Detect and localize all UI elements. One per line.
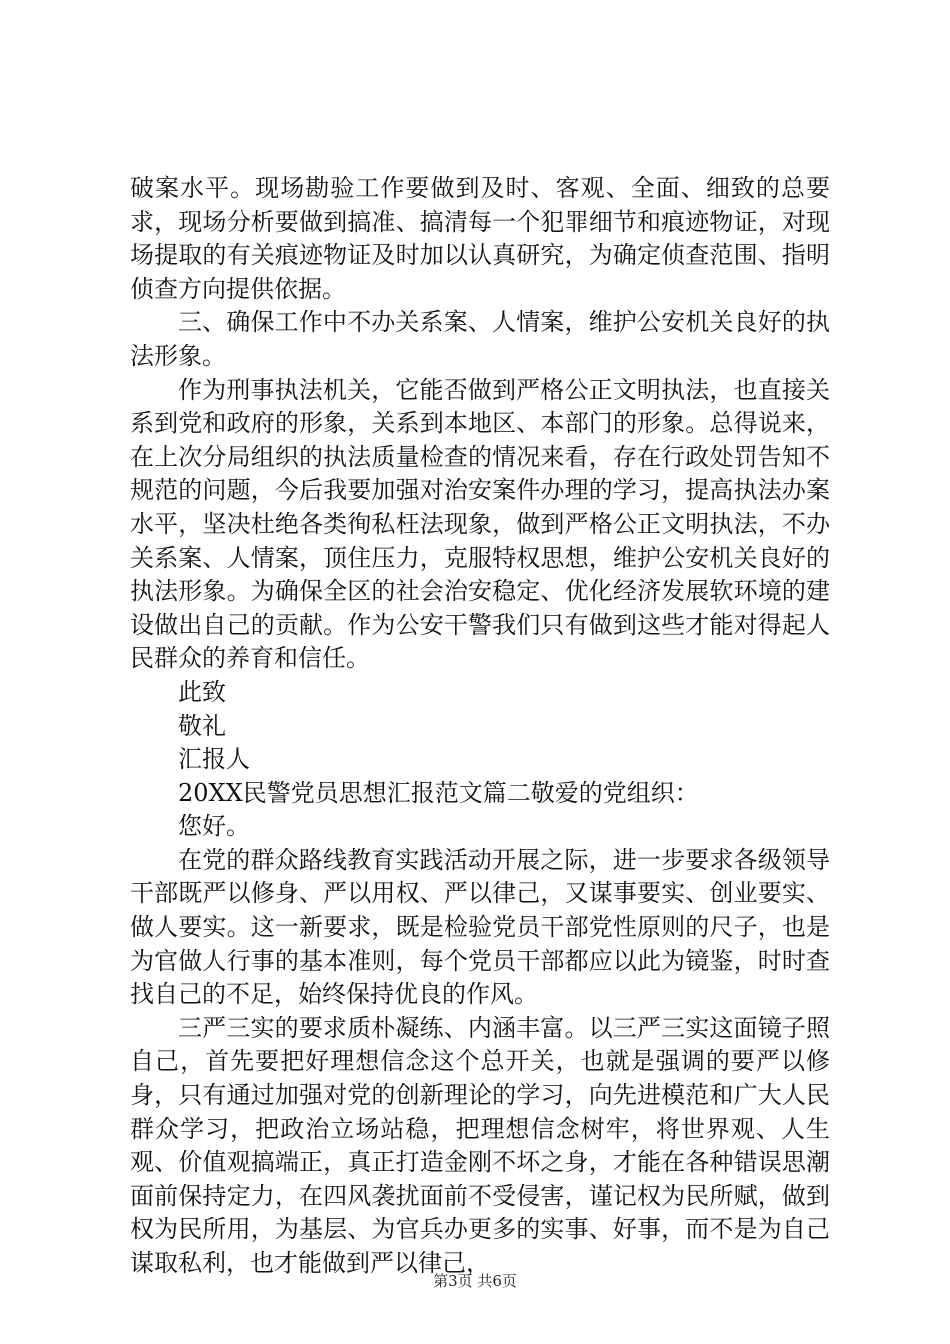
- greeting-ninhao: 您好。: [178, 812, 250, 841]
- document-body: [130, 172, 830, 1281]
- paragraph-section-three-heading: 三、确保工作中不办关系案、人情案，维护公安机关良好的执法形象。: [130, 308, 830, 370]
- paragraph-law-enforcement: 作为刑事执法机关，它能否做到严格公正文明执法，也直接关系到党和政府的形象，关系到本地区、本部门的形象。总得说来，在上次分局组织的执法质量检查的情况来看，存在行政处罚告知不规范的问题，今后我要加强对治安案件办理的学习，提高执法办案水平，坚决杜绝各类徇私枉法现象，做到严格公正文明执法，不办关系案、人情案，顶住压力，克服特权思想，维护公安机关良好的执法形象。为确保全区的社会治安稳定、优化经济发展软环境的建设做出自己的贡献。作为公安干警我们只有做到这些才能对得起人民群众的养育和信任。: [130, 375, 830, 673]
- paragraph-mass-line: 在党的群众路线教育实践活动开展之际，进一步要求各级领导干部既严以修身、严以用权、严以律己，又谋事要实、创业要实、做人要实。这一新要求，既是检验党员干部党性原则的尺子，也是为官做人行事的基本准则，每个党员干部都应以此为镜鉴，时时查找自己的不足，始终保持优良的作风。: [130, 845, 830, 1009]
- article-two-title: 20XX民警党员思想汇报范文篇二敬爱的党组织：: [178, 778, 699, 807]
- closing-salutation-jingli: 敬礼: [178, 711, 226, 740]
- reporter-signature-label: 汇报人: [178, 745, 250, 774]
- closing-salutation-cizhi: 此致: [178, 677, 226, 706]
- paragraph-three-stricts: 三严三实的要求质朴凝练、内涵丰富。以三严三实这面镜子照自己，首先要把好理想信念这个总开关，也就是强调的要严以修身，只有通过加强对党的创新理论的学习，向先进模范和广大人民群众学习，把政治立场站稳，把理想信念树牢，将世界观、人生观、价值观搞端正，真正打造金刚不坏之身，才能在各种错误思潮面前保持定力，在四风袭扰面前不受侵害，谨记权为民所赋，做到权为民所用，为基层、为官兵办更多的实事、好事，而不是为自己谋取私利，也才能做到严以律己，: [130, 1013, 830, 1277]
- paragraph-case-solving: 破案水平。现场勘验工作要做到及时、客观、全面、细致的总要求，现场分析要做到搞准、搞清每一个犯罪细节和痕迹物证，对现场提取的有关痕迹物证及时加以认真研究，为确定侦查范围、指明侦查方向提供依据。: [130, 174, 830, 303]
- page-number-footer: 第3页 共6页: [433, 1272, 517, 1290]
